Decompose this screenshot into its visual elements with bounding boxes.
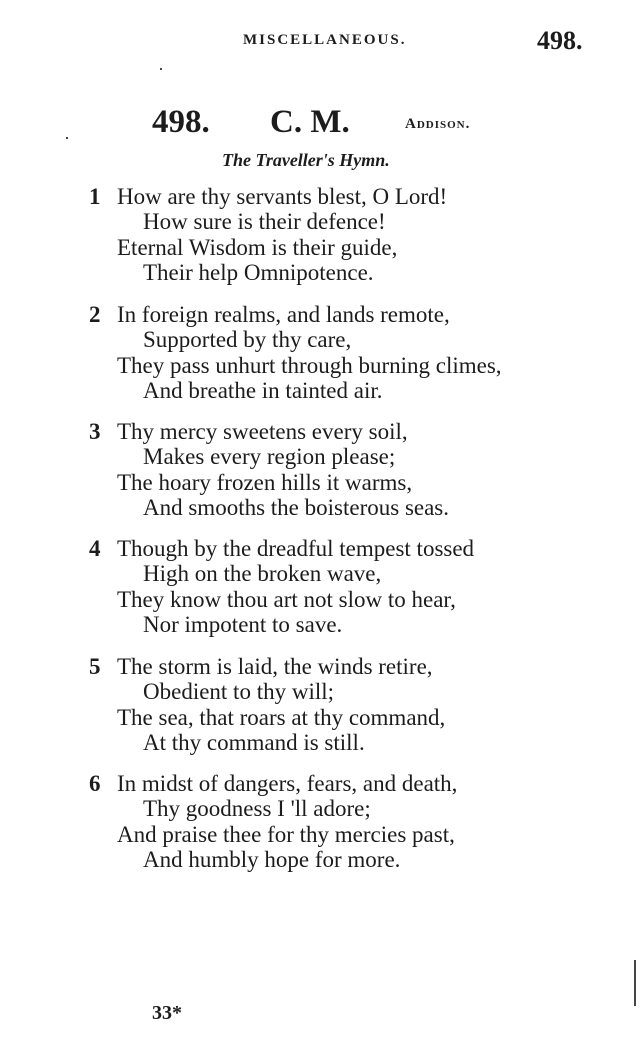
verse-line: The storm is laid, the winds retire,: [117, 654, 433, 679]
verse-line: Thy mercy sweetens every soil,: [117, 419, 408, 444]
verse-line: And humbly hope for more.: [143, 847, 401, 872]
scan-speck: [66, 137, 68, 139]
stanza-number: 2: [89, 302, 101, 327]
verse-line: And praise thee for thy mercies past,: [117, 822, 455, 847]
signature-mark: 33*: [152, 1002, 182, 1024]
verse-line: High on the broken wave,: [143, 561, 382, 586]
verse-line: In foreign realms, and lands remote,: [117, 302, 450, 327]
running-title: MISCELLANEOUS.: [243, 32, 407, 48]
hymn-number: 498.: [152, 104, 210, 140]
verse-line: Supported by thy care,: [143, 327, 352, 352]
verse-line: The sea, that roars at thy command,: [117, 705, 446, 730]
verse-line: The hoary frozen hills it warms,: [117, 470, 413, 495]
verse-line: Thy goodness I 'll adore;: [143, 796, 371, 821]
stanza-number: 5: [89, 654, 101, 679]
hymn-title: The Traveller's Hymn.: [222, 150, 390, 170]
page-number: 498.: [537, 26, 583, 55]
verse-line: How are thy servants blest, O Lord!: [117, 184, 448, 209]
hymn-meter: C. M.: [270, 104, 350, 140]
verse-line: Nor impotent to save.: [143, 612, 343, 637]
verse-line: They know thou art not slow to hear,: [117, 587, 456, 612]
verse-line: Eternal Wisdom is their guide,: [117, 235, 398, 260]
verse-line: Obedient to thy will;: [143, 679, 335, 704]
stanza-number: 3: [89, 419, 101, 444]
stanza-number: 1: [89, 184, 101, 209]
stanza-number: 4: [89, 536, 101, 561]
verse-line: How sure is their defence!: [143, 209, 386, 234]
hymn-author: Addison.: [405, 116, 471, 132]
verse-line: Though by the dreadful tempest tossed: [117, 536, 475, 561]
stanza-number: 6: [89, 771, 101, 796]
verse-line: And breathe in tainted air.: [143, 378, 383, 403]
scan-speck: [160, 68, 162, 70]
verse-line: Their help Omnipotence.: [143, 260, 374, 285]
verse-line: At thy command is still.: [143, 730, 365, 755]
scan-edge-mark: [634, 960, 636, 1006]
verse-line: In midst of dangers, fears, and death,: [117, 771, 458, 796]
verse-line: Makes every region please;: [143, 444, 396, 469]
verse-line: They pass unhurt through burning climes,: [117, 353, 502, 378]
verse-line: And smooths the boisterous seas.: [143, 495, 450, 520]
